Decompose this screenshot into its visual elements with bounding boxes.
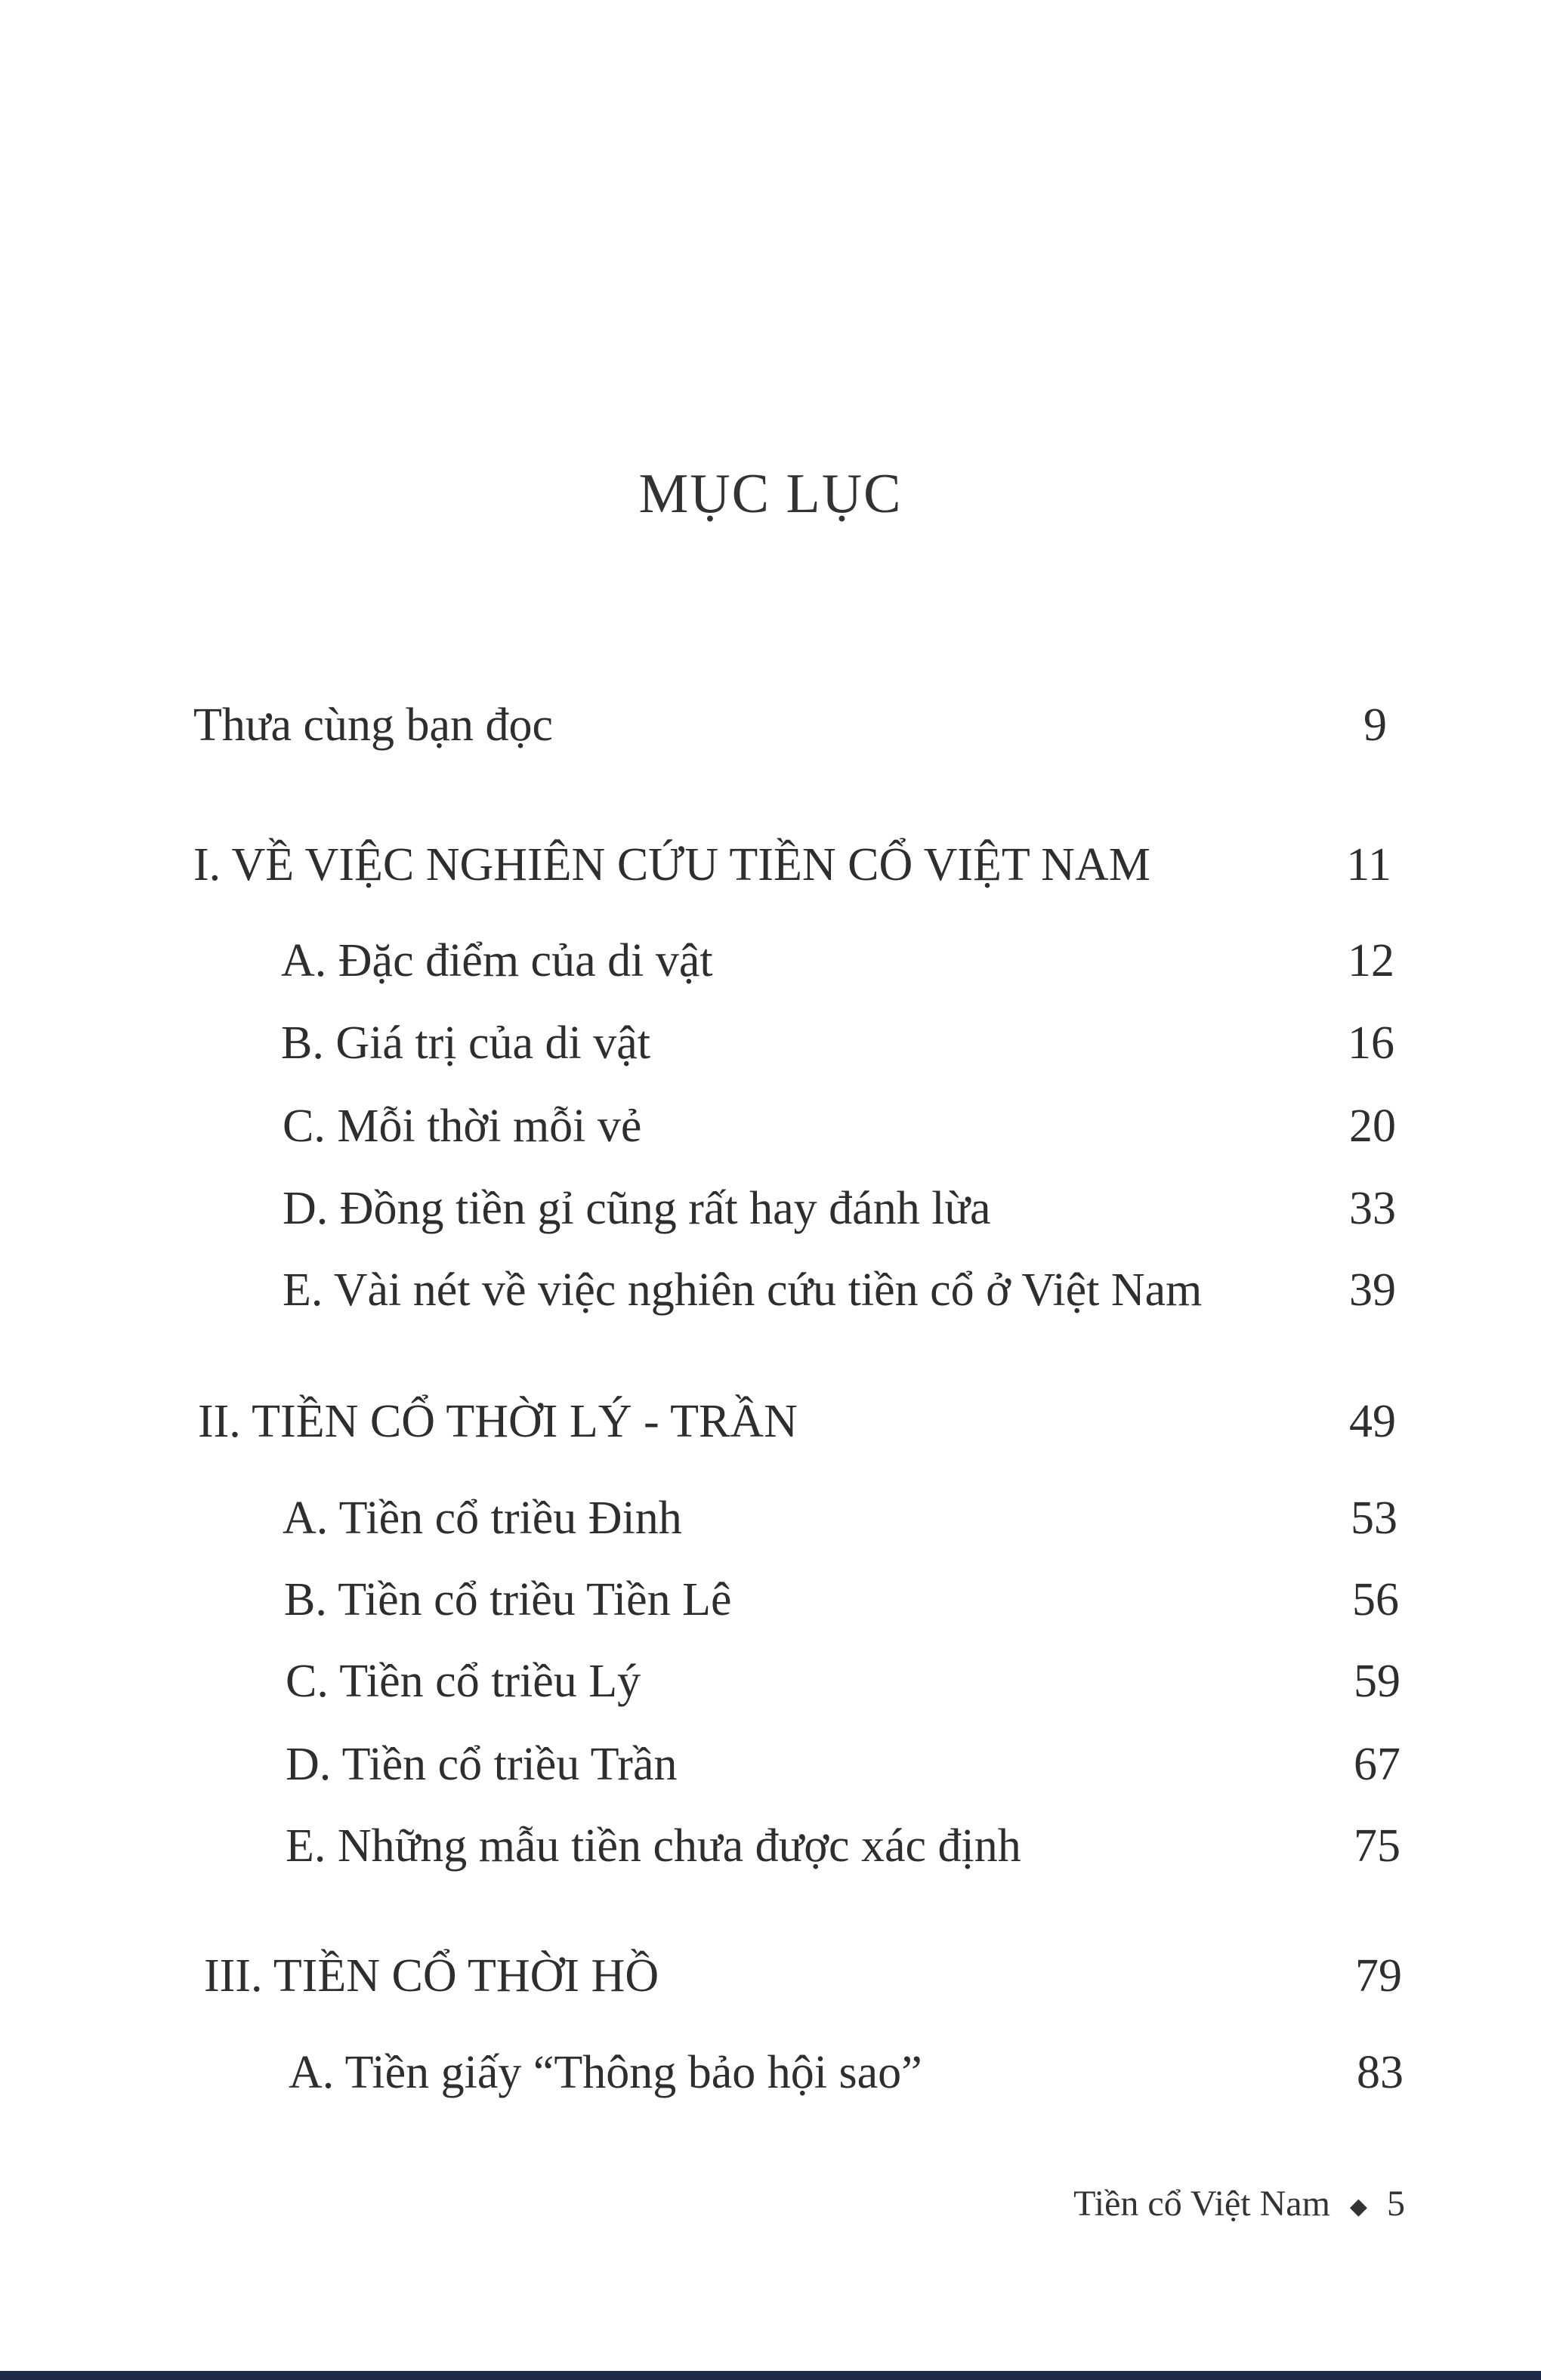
toc-entry-page: 53 [1351,1493,1397,1544]
toc-entry-page: 75 [1354,1820,1400,1872]
toc-entry-label: I. VỀ VIỆC NGHIÊN CỨU TIỀN CỔ VIỆT NAM [193,839,1150,891]
toc-entry-page: 83 [1357,2047,1404,2098]
page-title: MỤC LỤC [638,463,903,525]
toc-entry-label: Thưa cùng bạn đọc [193,699,554,751]
toc-entry-label: C. Mỗi thời mỗi vẻ [283,1100,642,1152]
toc-entry-label: III. TIỀN CỔ THỜI HỒ [204,1950,659,2002]
toc-entry-page: 9 [1363,699,1387,751]
toc-entry-page: 11 [1346,839,1391,891]
toc-entry-page: 49 [1349,1396,1396,1447]
footer-page-number: 5 [1387,2184,1405,2224]
running-footer [1073,2183,1405,2224]
page-bottom-edge [0,2371,1541,2380]
toc-entry-label: B. Tiền cổ triều Tiền Lê [284,1574,732,1625]
toc-entry-label: E. Vài nét về việc nghiên cứu tiền cổ ở Việt Nam [283,1264,1203,1316]
toc-entry-label: D. Tiền cổ triều Trần [286,1739,678,1790]
toc-entry-page: 12 [1348,935,1394,986]
toc-entry-page: 33 [1349,1183,1396,1234]
toc-entry-page: 20 [1349,1100,1396,1152]
toc-entry-label: A. Tiền cổ triều Đinh [283,1493,682,1544]
toc-entry-label: II. TIỀN CỔ THỜI LÝ - TRẦN [198,1396,798,1447]
toc-entry-page: 59 [1354,1656,1400,1707]
toc-entry-page: 79 [1355,1950,1402,2002]
toc-entry-page: 16 [1348,1017,1394,1069]
toc-entry-page: 39 [1349,1264,1396,1316]
toc-entry-label: B. Giá trị của di vật [281,1017,650,1069]
toc-entry-page: 67 [1354,1739,1400,1790]
toc-entry-label: D. Đồng tiền gỉ cũng rất hay đánh lừa [283,1183,991,1234]
toc-entry-label: C. Tiền cổ triều Lý [286,1656,641,1707]
toc-entry-label: A. Đặc điểm của di vật [281,935,713,986]
diamond-separator-icon: ◆ [1349,2194,1367,2220]
footer-book-title: Tiền cổ Việt Nam [1073,2184,1330,2224]
toc-entry-page: 56 [1352,1574,1399,1625]
toc-entry-label: E. Những mẫu tiền chưa được xác định [286,1820,1021,1872]
toc-entry-label: A. Tiền giấy “Thông bảo hội sao” [289,2047,922,2098]
